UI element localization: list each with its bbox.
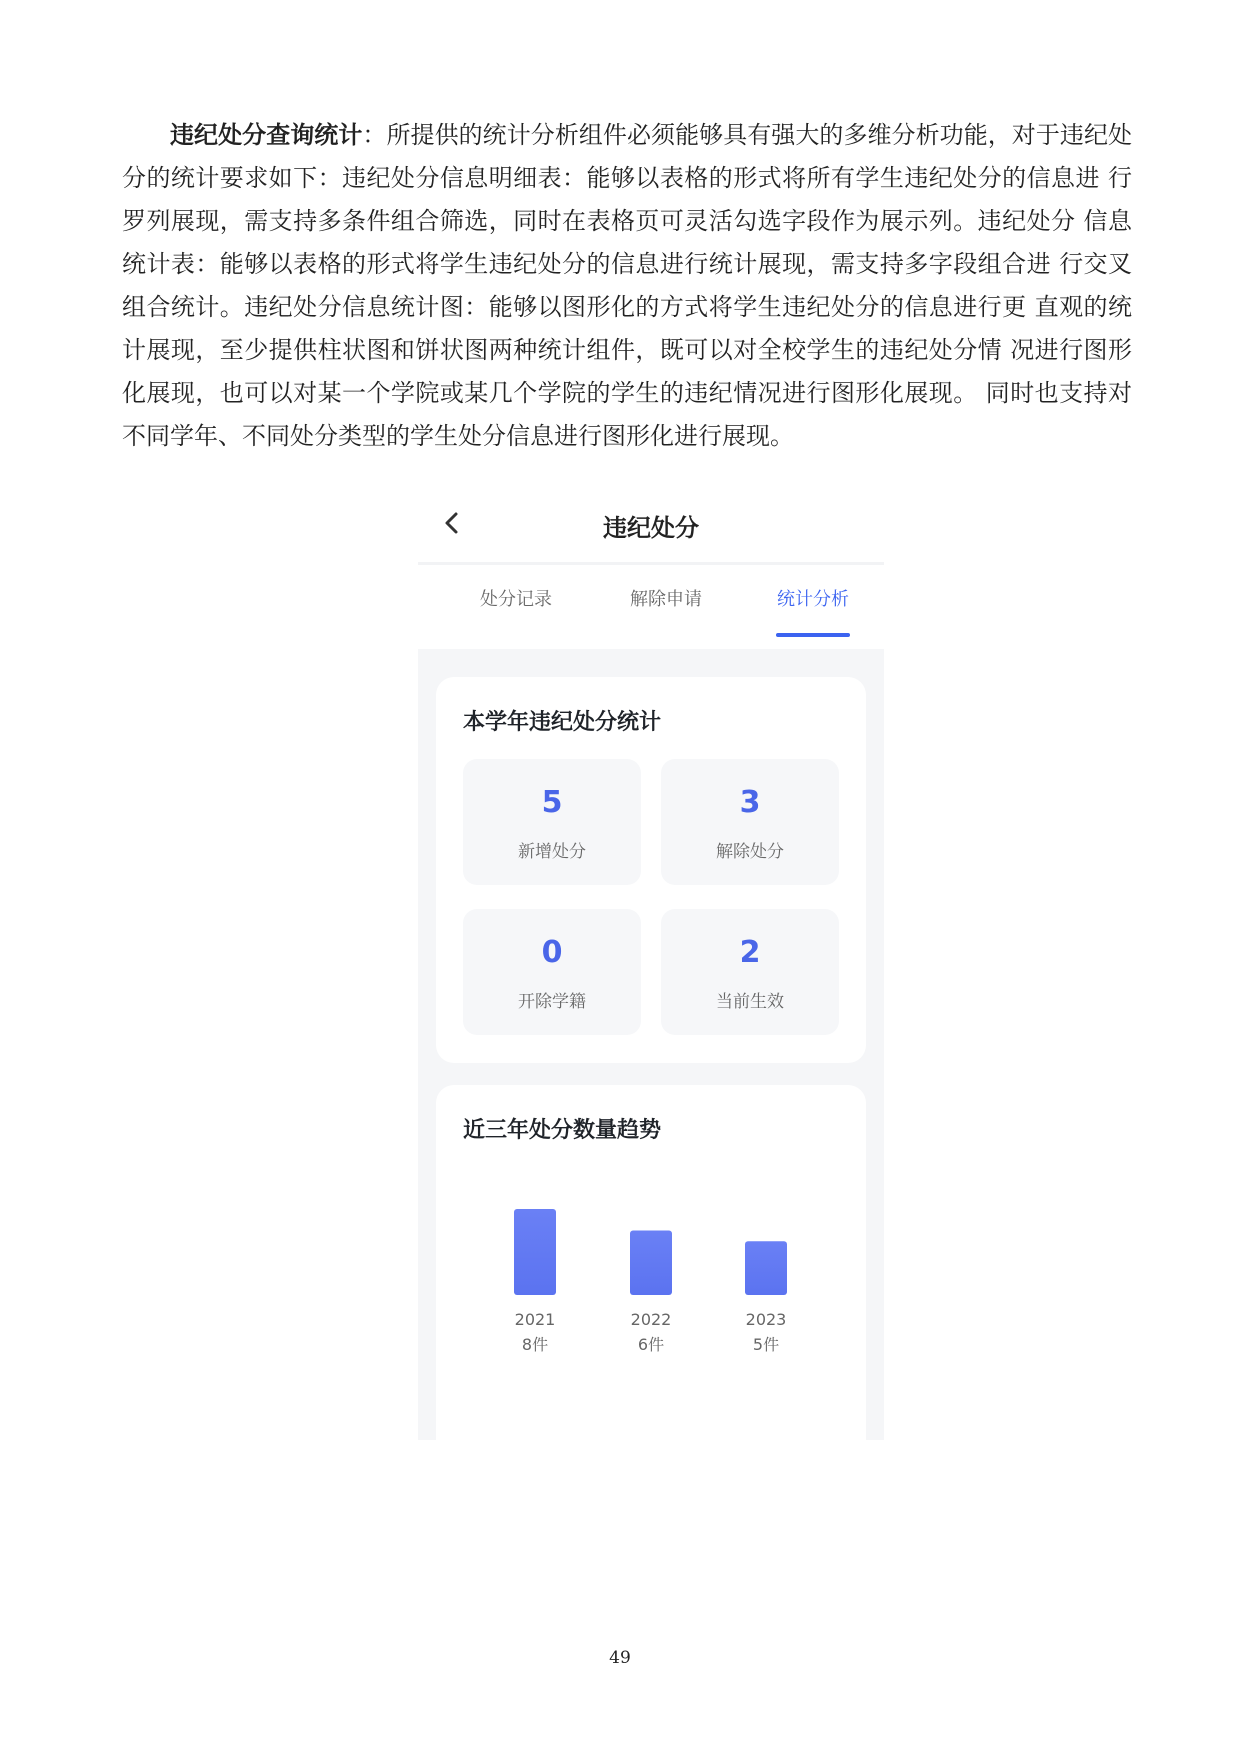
bar-2023[interactable] (745, 1241, 787, 1295)
trend-card (436, 1085, 866, 1440)
stat-expelled[interactable] (463, 909, 641, 1035)
stat-label: 当前生效 (716, 992, 784, 1012)
trend-bar-chart (436, 1165, 866, 1405)
page-title: 违纪处分 (603, 514, 699, 542)
x-tick-label: 2022 (630, 1310, 672, 1329)
stats-card (436, 677, 866, 1063)
bar-value-label: 8件 (521, 1335, 549, 1354)
stat-released-penalties[interactable] (661, 759, 839, 885)
page-number: 49 (609, 1648, 631, 1668)
paragraph-body: ：所提供的统计分析组件必须能够具有强大的多维分析功能，对于违纪处 分的统计要求如下：违纪处分信息明细表：能够以表格的形式将所有学生违纪处分的信息进 行罗列展现，需支持多条件组合筛选，同时在表格页可灵活勾选字段作为展示列。违纪处分 信息统计表：能够以表格的形式将学生违纪处分的信息进行统计展现，需支持多字段组合进 行交叉组合统计。违纪处分信息统计图：能够以图形化的方式将学生违纪处分的信息进行更 直观的统计展现，至少提供柱状图和饼状图两种统计组件，既可以对全校学生的违纪处分情 况进行图形化展现，也可以对某一个学院或某几个学院的学生的违纪情况进行图形化展现。 同时也支持对不同学年、不同处分类型的学生处分信息进行图形化进行展现。 (122, 121, 1133, 450)
bar-value-label: 5件 (752, 1335, 780, 1354)
active-tab-indicator (776, 633, 850, 637)
content-area (418, 649, 884, 1440)
stat-value: 5 (541, 785, 563, 820)
stat-label: 解除处分 (716, 842, 784, 862)
tab-statistics[interactable]: 统计分析 (777, 589, 849, 610)
document-paragraph (122, 113, 1132, 458)
stat-currently-effective[interactable] (661, 909, 839, 1035)
x-tick-label: 2021 (514, 1310, 556, 1329)
stat-value: 2 (739, 935, 761, 970)
tab-release-requests[interactable]: 解除申请 (630, 589, 702, 610)
stats-card-title: 本学年违纪处分统计 (463, 710, 662, 735)
tab-bar (418, 565, 884, 649)
stat-new-penalties[interactable] (463, 759, 641, 885)
bar-value-label: 6件 (637, 1335, 665, 1354)
bar-2022[interactable] (630, 1231, 672, 1296)
stat-value: 0 (541, 935, 563, 970)
trend-card-title: 近三年处分数量趋势 (463, 1118, 662, 1143)
stat-value: 3 (739, 785, 761, 820)
phone-screenshot (418, 490, 884, 1440)
bar-2021[interactable] (514, 1209, 556, 1295)
app-header (418, 490, 884, 562)
x-tick-label: 2023 (745, 1310, 787, 1329)
stat-label: 新增处分 (518, 842, 586, 862)
tab-records[interactable]: 处分记录 (480, 589, 552, 610)
stat-label: 开除学籍 (518, 992, 586, 1012)
paragraph-lead: 违纪处分查询统计 (170, 120, 363, 149)
